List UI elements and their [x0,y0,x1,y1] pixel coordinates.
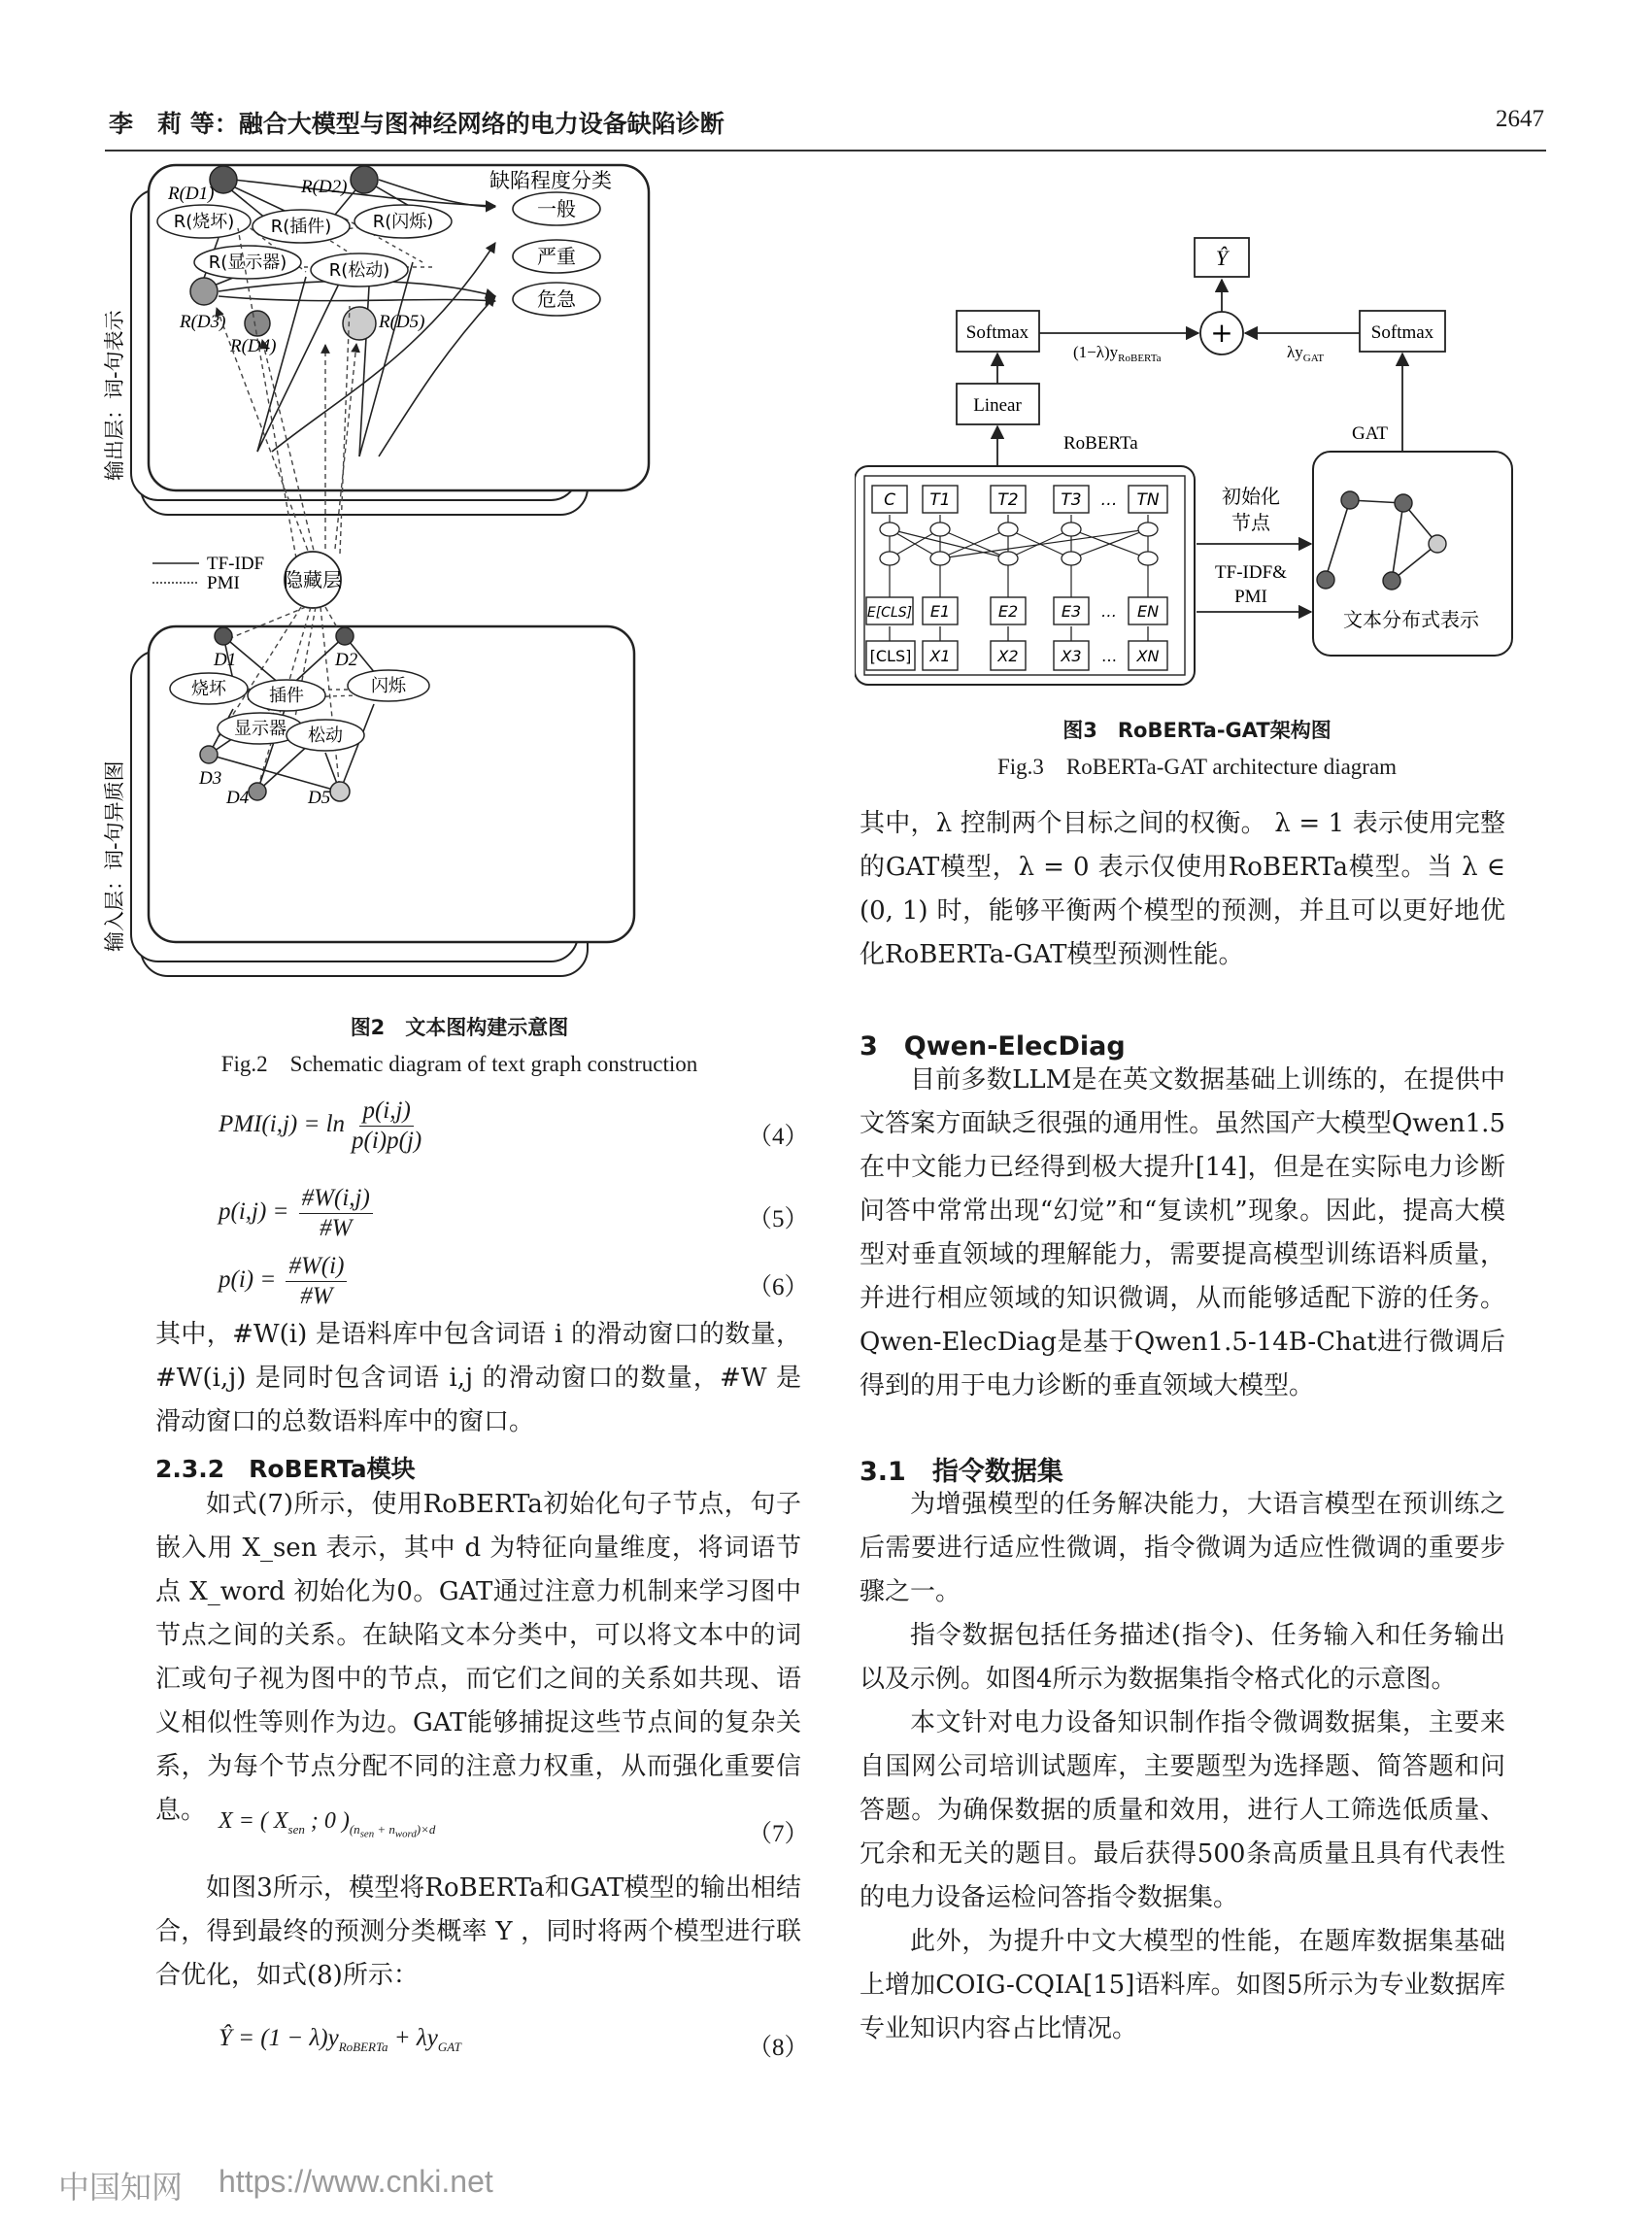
header-rule [105,150,1546,152]
token-top: … [1100,490,1118,510]
in-word-label: 闪烁 [371,676,406,696]
in-doc-label: D2 [335,650,358,670]
token-emb: E3 [1061,602,1082,621]
out-doc-label: R(D1) [168,184,215,204]
token-top: T2 [997,490,1019,510]
side-label-input: 输入层：词-句异质图 [103,760,126,952]
paragraph: 此外，为提升中文大模型的性能，在题库数据集基础上增加COIG-CQIA[15]语料库。如图5所示为专业数据库专业知识内容占比情况。 [860,1927,1505,2043]
page-number: 2647 [1496,106,1544,132]
out-word-label: R(插件) [270,217,332,237]
token-in: XN [1136,647,1160,665]
token-in: … [1101,647,1117,665]
fig2-caption-cn: 图2 文本图构建示意图 [350,1016,569,1039]
paragraph: 其中，λ 控制两个目标之间的权衡。 λ = 1 表示使用完整的GAT模型，λ = 0 表示仅使用RoBERTa模型。当 λ ∈ (0, 1) 时，能够平衡两个模型的预测，并且可以更好地优化RoBERTa-GAT模型预测性能。 [860,809,1505,969]
token-emb: E1 [929,602,951,621]
eq6-number: （6） [748,1274,809,1300]
token-in: X2 [997,647,1019,665]
out-word-label: R(显示器) [208,253,287,273]
side-label-output: 输出层：词-句表示 [103,310,126,481]
equation-7: X = ( $X_{sen}$ ; 0 )$_{(n_{sen} + n_{word})\times d}$ [219,1808,436,1840]
equation-5: p(i,j) = $\frac{\#W(i,j)}{\#W}$ [219,1185,377,1242]
token-in: X3 [1061,647,1082,665]
section-3-heading: 3 Qwen-ElecDiag [860,1031,1126,1062]
in-doc-label: D4 [226,788,250,808]
left-text-block-2 [155,1483,801,1833]
roberta-label: RoBERTa [1063,433,1138,454]
out-word-label: R(烧坏) [173,212,235,232]
figure-2-text-graph [102,160,840,986]
hidden-layer: 隐藏层 [284,568,342,591]
linear-box: Linear [973,395,1022,416]
plus-icon: + [1210,317,1233,349]
left-text-block-3 [155,1867,801,1998]
class-serious: 严重 [537,245,576,268]
in-word-label: 插件 [269,686,304,706]
out-doc-label: R(D4) [230,336,277,356]
fig2-caption-en: Fig.2 Schematic diagram of text graph construction [220,1052,698,1076]
paragraph: 目前多数LLM是在英文数据基础上训练的，在提供中文答案方面缺乏很强的通用性。虽然国产大模型Qwen1.5在中文能力已经得到极大提升[14]，但是在实际电力诊断问答中常常出现“幻觉”和“复读机”现象。因此，提高大模型对垂直领域的理解能力，需要提高模型训练语料质量，并进行相应领域的知识微调，从而能够适配下游的任务。Qwen-ElecDiag是基于Qwen1.5-14B-Chat进行微调后得到的用于电力诊断的垂直领域大模型。 [860,1065,1505,1400]
out-doc-label: R(D3) [180,312,226,332]
section-2-3-2-heading: 2.3.2 RoBERTa模块 [155,1455,416,1483]
eq4-number: （4） [748,1124,809,1150]
in-doc-label: D5 [308,788,331,808]
legend-tfidf: TF-IDF [207,554,265,574]
token-in: [CLS] [869,647,912,665]
init-label-2: 节点 [1231,511,1270,534]
figure-3-roberta-gat [855,233,1534,690]
in-word-label: 松动 [308,725,343,746]
eq8-number: （8） [748,2035,809,2061]
tfidf-pmi-1: TF-IDF& [1215,562,1287,583]
init-label-1: 初始化 [1222,485,1280,508]
right-text-block-1 [860,802,1505,977]
weight-right: $\lambda y_{GAT}$ [1287,343,1325,364]
equation-4: PMI(i,j) = ln $\frac{p(i,j)}{p(i)p(j)}$ [219,1097,422,1154]
paragraph: 指令数据包括任务描述(指令)、任务输入和任务输出以及示例。如图4所示为数据集指令格式化的示意图。 [860,1621,1505,1694]
in-word-label: 烧坏 [191,679,226,699]
running-title: 李 莉 等：融合大模型与图神经网络的电力设备缺陷诊断 [109,110,725,138]
out-doc-label: R(D5) [379,312,425,332]
gat-label: GAT [1352,423,1388,444]
class-normal: 一般 [537,197,576,220]
softmax-right: Softmax [1370,322,1434,343]
fig3-caption-cn: 图3 RoBERTa-GAT架构图 [1062,719,1332,742]
text-repr-label: 文本分布式表示 [1343,608,1479,631]
paragraph: 其中，#W(i) 是语料库中包含词语 i 的滑动窗口的数量，#W(i,j) 是同时包含词语 i,j 的滑动窗口的数量，#W 是滑动窗口的总数语料库中的窗口。 [155,1320,801,1436]
legend-pmi: PMI [207,573,240,593]
out-doc-label: R(D2) [301,177,348,197]
right-text-block-3 [860,1483,1505,2051]
fig3-caption-en: Fig.3 RoBERTa-GAT architecture diagram [996,755,1398,779]
eq5-number: （5） [748,1206,809,1232]
token-top: TN [1136,490,1160,510]
out-word-label: R(松动) [328,260,390,281]
equation-6: p(i) = $\frac{\#W(i)}{\#W}$ [219,1253,351,1310]
token-top: C [884,490,895,510]
token-in: X1 [929,647,951,665]
weight-left: $(1-\lambda)y_{RoBERTa}$ [1073,343,1162,364]
in-word-label: 显示器 [234,719,287,739]
cnki-url[interactable]: https://www.cnki.net [219,2164,493,2199]
class-critical: 危急 [537,287,576,311]
y-hat: Ŷ [1215,246,1229,270]
token-top: T1 [929,490,951,510]
paragraph: 为增强模型的任务解决能力，大语言模型在预训练之后需要进行适应性微调，指令微调为适应性微调的重要步骤之一。 [860,1490,1505,1606]
softmax-left: Softmax [965,322,1029,343]
eq7-number: （7） [748,1821,809,1847]
left-text-block-1 [155,1313,801,1444]
section-3-1-heading: 3.1 指令数据集 [860,1457,1063,1487]
token-emb: E2 [997,602,1019,621]
token-top: T3 [1061,490,1082,510]
out-word-label: R(闪烁) [372,212,434,232]
right-text-block-2 [860,1059,1505,1408]
equation-8: Ŷ = $(1 - \lambda)y_{RoBERTa} + \lambda y_{GAT}$ [219,2025,461,2054]
token-emb: EN [1136,602,1160,621]
paragraph: 如图3所示，模型将RoBERTa和GAT模型的输出相结合，得到最终的预测分类概率 Y ，同时将两个模型进行联合优化，如式(8)所示： [155,1873,801,1990]
tfidf-pmi-2: PMI [1234,587,1267,607]
token-emb: … [1101,602,1117,621]
cnki-brand: 中国知网 [58,2169,184,2206]
in-doc-label: D3 [199,768,222,789]
in-doc-label: D1 [214,650,237,670]
token-emb: E[CLS] [866,605,913,621]
paragraph: 本文针对电力设备知识制作指令微调数据集，主要来自国网公司培训试题库，主要题型为选择题、简答题和问答题。为确保数据的质量和效用，进行人工筛选低质量、冗余和无关的题目。最后获得500条高质量且具有代表性的电力设备运检问答指令数据集。 [860,1708,1505,1912]
class-title: 缺陷程度分类 [489,169,612,192]
paragraph: 如式(7)所示，使用RoBERTa初始化句子节点，句子嵌入用 X_sen 表示，其中 d 为特征向量维度，将词语节点 X_word 初始化为0。GAT通过注意力机制来学习图中节点之间的关系。在缺陷文本分类中，可以将文本中的词汇或句子视为图中的节点，而它们之间的关系如共现、语义相似性等则作为边。GAT能够捕捉这些节点间的复杂关系，为每个节点分配不同的注意力权重，从而强化重要信息。 [155,1490,801,1825]
